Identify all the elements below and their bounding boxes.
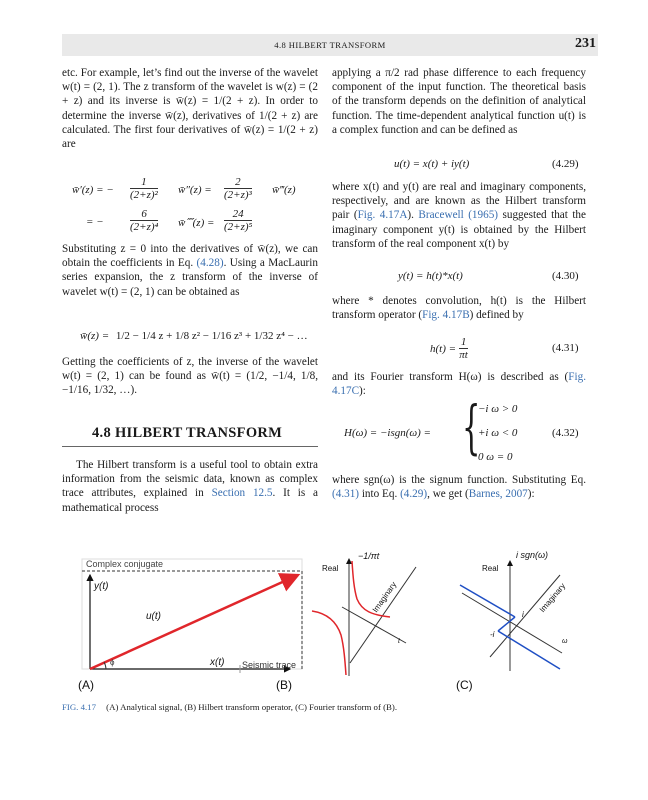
left-p2-a: Substituting z = 0 into the derivatives of w̄(z), we can obtain the coefficients in Eq. [62, 243, 318, 270]
eq-4-29-number: (4.29) [552, 158, 579, 170]
left-p1-text: etc. For example, let’s find out the inverse of the wavelet w(t) = (2, 1). The z transform of the wavelet is w(z) = (2 + z) and its inverse is w̄(z) = 1/(2 + z). In order to determine the inverse w̄(z), derivatives of 1/(2 + z) are calculated. The first four derivatives of w̄(z) = 1/(2 + z) are [62, 67, 318, 151]
right-paragraph-5 [332, 473, 586, 501]
right-p2-c: suggested that the imaginary component y(t) is obtained by the Hilbert transform of the real component x(t) by [332, 209, 586, 250]
panel-c-real-label: Real [482, 564, 499, 573]
panel-a-frame [82, 559, 302, 669]
left-p4-a: The Hilbert transform is a useful tool to obtain extra information from the seismic data, known as complex trace attributes, explained in [62, 459, 318, 500]
frac-4-num: 24 [224, 208, 252, 221]
eq-4-30-number: (4.30) [552, 270, 579, 282]
figure-4-17 [60, 545, 600, 695]
frac-3-num: 6 [130, 208, 158, 221]
series-equation [80, 330, 308, 342]
eq-4-32-case-3: 0 ω = 0 [478, 451, 513, 463]
eq-431-link[interactable]: (4.31) [332, 488, 360, 501]
right-p5-d: ): [527, 488, 535, 501]
right-p2-b: ). [407, 209, 419, 222]
bracewell-link[interactable]: Bracewell (1965) [418, 209, 499, 222]
eq-4-31 [430, 336, 468, 362]
eq-4-31-frac-num: 1 [460, 336, 467, 348]
panel-c-neg-i-label: -i [490, 630, 495, 639]
panel-c-i-label: i [522, 610, 524, 619]
caption-label[interactable]: FIG. 4.17 [62, 702, 96, 712]
eq-428-link[interactable]: (4.28) [196, 257, 224, 270]
frac-3-den: (2+z)⁴ [130, 221, 159, 233]
panel-b [276, 551, 416, 692]
eq-4-32-number: (4.32) [552, 427, 579, 439]
panel-c [456, 550, 568, 692]
panel-a-axis-label: Seismic trace [242, 660, 297, 670]
section-title: 4.8 HILBERT TRANSFORM [92, 425, 283, 441]
eq-429-link[interactable]: (4.29) [400, 488, 428, 501]
panel-b-top-label: −1/πt [358, 551, 380, 561]
right-paragraph-3 [332, 294, 586, 322]
panel-b-imag-label: Imaginary [370, 580, 399, 615]
eq-4-31-number: (4.31) [552, 342, 579, 354]
eq-4-31-frac-den: πt [459, 349, 468, 361]
left-paragraph-2 [62, 242, 318, 299]
panel-c-jump [498, 617, 515, 631]
series-lhs: w̄(z) = [80, 330, 110, 342]
frac-2-den: (2+z)³ [224, 189, 252, 201]
eq-4-29: u(t) = x(t) + iy(t) [394, 158, 470, 170]
panel-c-omega-label: ω [562, 638, 568, 645]
panel-b-curve-left [312, 611, 346, 675]
frac-1 [130, 176, 158, 202]
right-p4-b: ): [359, 385, 366, 398]
frac-4 [224, 208, 252, 234]
frac-1-den: (2+z)² [130, 189, 158, 201]
frac-1-num: 1 [130, 176, 158, 189]
right-p5-c: , we get ( [427, 488, 469, 501]
right-p5-b: into Eq. [359, 488, 401, 501]
frac-3 [130, 208, 158, 234]
panel-a-y-label: y(t) [94, 581, 109, 592]
panel-a-u-label: u(t) [146, 611, 161, 622]
eq-d1-lhs: w̄′(z) = − [72, 184, 114, 196]
frac-2-num: 2 [224, 176, 252, 189]
left-p4-b: . It is a mathematical process [62, 487, 319, 514]
frac-4-den: (2+z)⁵ [224, 221, 253, 233]
panel-a-title: Complex conjugate [86, 559, 164, 569]
eq-4-32-brace: { [462, 393, 481, 461]
panel-a-letter: (A) [78, 678, 94, 692]
panel-b-real-label: Real [322, 564, 339, 573]
barnes-link[interactable]: Barnes, 2007 [468, 488, 528, 501]
figure-caption [62, 702, 592, 712]
eq-d3-lhs: w̄‴(z) [272, 184, 296, 196]
series-terms: 1/2 − 1/4 z + 1/8 z² − 1/16 z³ + 1/32 z⁴ − … [115, 330, 308, 342]
eq-4-31-lhs: h(t) = [430, 343, 457, 355]
panel-b-imag-axis [350, 567, 416, 663]
left-p3-text: Getting the coefficients of z, the inverse of the wavelet w(t) = (2, 1) can be found as w̄(t) = (1/2, −1/4, 1/8, −1/16, 1/32, …). [62, 356, 318, 397]
panel-a-x-label: x(t) [210, 657, 225, 668]
panel-b-letter: (B) [276, 678, 292, 692]
right-p1-text: applying a π/2 rad phase difference to each frequency component of the input function. The theoretical basis of the transform depends on the definition of analytical function. The time-dependent analytical function u(t) is a complex function and can be defined as [332, 67, 586, 136]
eq-d5-lhs: w̄⁗(z) = [178, 217, 215, 229]
page-number: 231 [575, 36, 596, 51]
panel-c-imag-label: Imaginary [537, 581, 568, 615]
right-p3-a: where * denotes convolution, h(t) is the Hilbert transform operator ( [332, 295, 586, 322]
eq-4-32-case-2: +i ω < 0 [478, 427, 518, 439]
panel-a-phi-label: ϕ [110, 658, 115, 667]
eq-4-30: y(t) = h(t)*x(t) [398, 270, 463, 282]
eq-4-32-case-1: −i ω > 0 [478, 403, 518, 415]
panel-c-top-label: i sgn(ω) [516, 550, 549, 560]
panel-c-lower-line [498, 631, 560, 669]
panel-b-t-label: t [398, 638, 400, 645]
right-paragraph-2 [332, 180, 586, 251]
panel-a-u-vector [90, 575, 298, 669]
eq-d2-lhs: w̄″(z) = [178, 184, 212, 196]
eq-d4-lhs: = − [86, 216, 104, 228]
fig-4-17a-link[interactable]: Fig. 4.17A [357, 209, 408, 222]
section-12-5-link[interactable]: Section 12.5 [211, 487, 273, 500]
right-p5-a: where sgn(ω) is the signum function. Substituting Eq. [332, 474, 586, 486]
left-paragraph-3 [62, 355, 318, 398]
caption-text: (A) Analytical signal, (B) Hilbert transform operator, (C) Fourier transform of (B). [106, 702, 398, 712]
left-paragraph-1 [62, 66, 318, 151]
eq-4-31-frac [459, 336, 469, 362]
section-rule [62, 446, 318, 447]
panel-a [78, 559, 302, 692]
right-p3-b: ) defined by [469, 309, 524, 322]
frac-2 [224, 176, 252, 202]
right-paragraph-4 [332, 370, 586, 398]
panel-c-letter: (C) [456, 678, 473, 692]
running-head: 4.8 HILBERT TRANSFORM [274, 40, 386, 50]
left-paragraph-4 [62, 458, 318, 515]
right-p2-a: where x(t) and y(t) are real and imaginary components, respectively, and are known as the Hilbert transform pair ( [332, 181, 586, 222]
right-p4-a: and its Fourier transform H(ω) is described as ( [332, 371, 569, 383]
right-paragraph-1 [332, 66, 586, 137]
eq-4-32-lhs: H(ω) = −isgn(ω) = [344, 427, 431, 439]
left-p2-b: . Using a MacLaurin series expansion, the z transform of the inverse of wavelet w(t) = (2, 1) can be obtained as [62, 257, 318, 298]
fig-4-17c-link[interactable]: Fig. 4.17C [332, 371, 586, 398]
panel-c-upper-line [460, 585, 515, 617]
fig-4-17b-link[interactable]: Fig. 4.17B [422, 309, 470, 322]
